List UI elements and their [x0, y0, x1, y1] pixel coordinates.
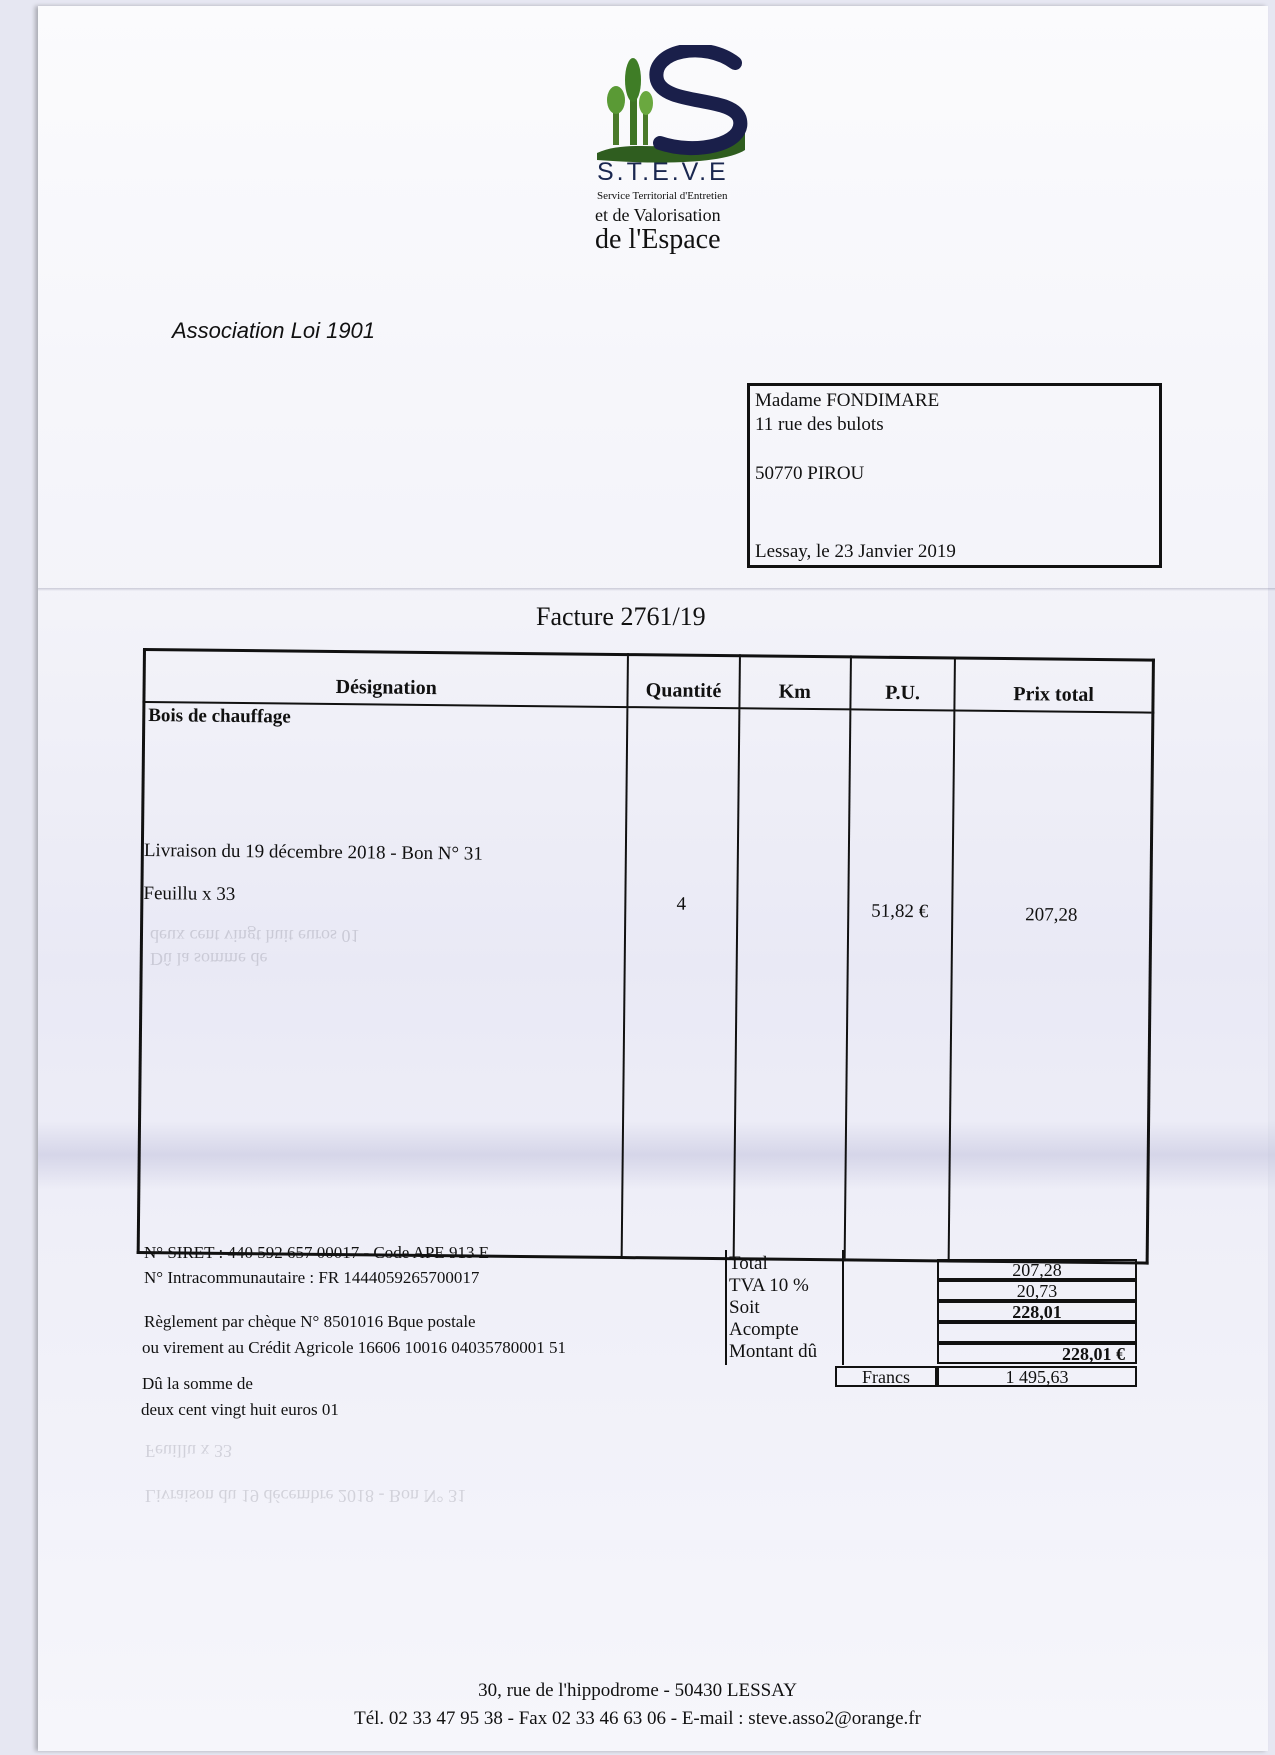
- steve-logo: [585, 45, 755, 165]
- bleed-through-text: Feuillu x 33: [145, 1441, 233, 1461]
- item-unit-price: 51,82 €: [871, 900, 929, 923]
- km-cell: [733, 708, 850, 1259]
- amount-due-words-1: Dû la somme de: [142, 1374, 253, 1393]
- intracom-line: N° Intracommunautaire : FR 1444059265700017: [144, 1268, 480, 1287]
- amount-due-words-2: deux cent vingt huit euros 01: [141, 1400, 339, 1419]
- fold-line: [38, 588, 1275, 591]
- soit-label: Soit: [729, 1297, 760, 1318]
- invoice-title: Facture 2761/19: [536, 602, 706, 631]
- delivery-line: Livraison du 19 décembre 2018 - Bon N° 31: [143, 840, 483, 865]
- recipient-street: 11 rue des bulots: [755, 414, 884, 435]
- bleed-through-text: Livraison du 19 décembre 2018 - Bon N° 31: [145, 1486, 467, 1506]
- brand-subtitle-3: de l'Espace: [595, 224, 721, 255]
- association-label: Association Loi 1901: [172, 318, 376, 343]
- footer-address: 30, rue de l'hippodrome - 50430 LESSAY: [478, 1680, 797, 1701]
- column-header-km: Km: [739, 656, 851, 710]
- montant-du-label: Montant dû: [729, 1341, 818, 1362]
- total-label: Total: [729, 1253, 768, 1274]
- unit-price-cell: [845, 709, 955, 1260]
- item-line: Feuillu x 33: [143, 883, 236, 905]
- invoice-table: [137, 648, 1155, 1264]
- column-header-designation: Désignation: [144, 650, 628, 708]
- brand-name: S.T.E.V.E: [597, 158, 729, 186]
- column-header-quantity: Quantité: [628, 655, 740, 709]
- recipient-city: 50770 PIROU: [755, 463, 865, 484]
- invoice-date: Lessay, le 23 Janvier 2019: [755, 541, 956, 562]
- brand-subtitle-2: et de Valorisation: [595, 205, 721, 225]
- recipient-name: Madame FONDIMARE: [755, 390, 940, 411]
- bleed-through-text: Dû la somme de: [150, 949, 268, 969]
- montant-du-value: 228,01 €: [937, 1343, 1137, 1364]
- column-header-unit-price: P.U.: [850, 657, 955, 711]
- item-line-total: 207,28: [1025, 904, 1078, 926]
- bleed-through-text: deux cent vingt huit euros 01: [150, 926, 360, 946]
- recipient-address-box: [747, 383, 1162, 568]
- siret-line: N° SIRET : 440 592 657 00017 - Code APE 913 E: [144, 1243, 490, 1262]
- footer-contact: Tél. 02 33 47 95 38 - Fax 02 33 46 63 06 - E-mail : steve.asso2@orange.fr: [354, 1708, 921, 1729]
- soit-value: 228,01: [937, 1301, 1137, 1322]
- brand-subtitle-1: Service Territorial d'Entretien: [597, 190, 728, 202]
- payment-line-2: ou virement au Crédit Agricole 16606 10016 04035780001 51: [142, 1338, 566, 1357]
- tva-label: TVA 10 %: [729, 1275, 809, 1296]
- acompte-value: [937, 1322, 1137, 1343]
- payment-line-1: Règlement par chèque N° 8501016 Bque postale: [144, 1312, 476, 1331]
- quantity-cell: [622, 707, 739, 1258]
- total-price-cell: [949, 711, 1153, 1263]
- francs-label: Francs: [835, 1366, 937, 1387]
- designation-cell: [138, 702, 627, 1257]
- francs-value: 1 495,63: [937, 1366, 1137, 1387]
- item-quantity: 4: [676, 893, 687, 915]
- item-title: Bois de chauffage: [148, 705, 291, 728]
- column-header-total-price: Prix total: [954, 658, 1153, 713]
- total-value: 207,28: [937, 1259, 1137, 1280]
- tva-value: 20,73: [937, 1280, 1137, 1301]
- acompte-label: Acompte: [729, 1319, 799, 1340]
